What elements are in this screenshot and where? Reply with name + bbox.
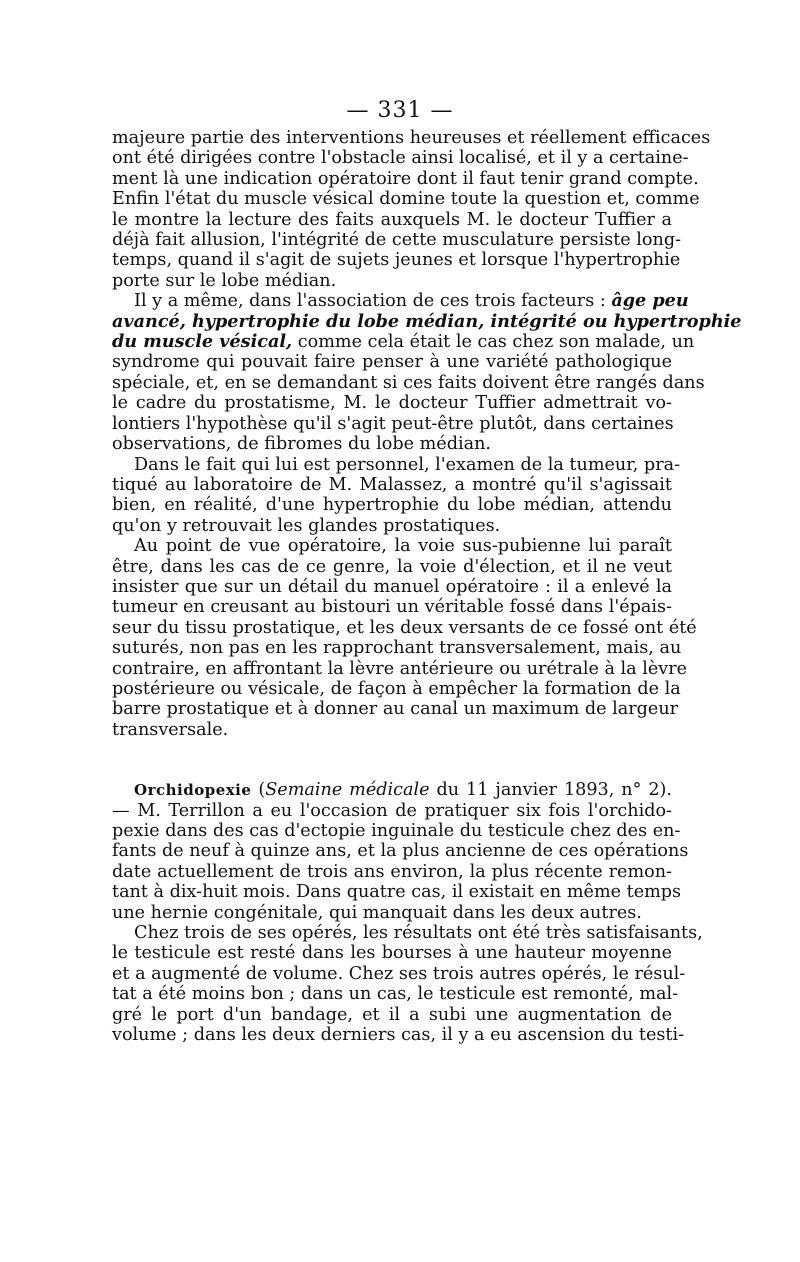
text-line: barre prostatique et à donner au canal un maximum de largeur: [112, 699, 679, 720]
text-line: transversale.: [112, 719, 229, 740]
text-run: du 11 janvier 1893, n° 2).: [429, 780, 672, 801]
emphasis-text: avancé, hypertrophie du lobe médian, intégrité ou hypertrophie: [112, 310, 742, 332]
text-line: temps, quand il s'agit de sujets jeunes et lorsque l'hypertrophie: [112, 250, 681, 271]
text-line: tiqué au laboratoire de M. Malassez, a montré qu'il s'agissait: [112, 474, 672, 495]
paragraph-6: [112, 923, 703, 1046]
section-heading-line: [112, 780, 672, 800]
text-line: postérieure ou vésicale, de façon à empêcher la formation de la: [112, 678, 681, 699]
text-line: le testicule est resté dans les bourses à une hauteur moyenne: [112, 943, 672, 964]
text-line: le cadre du prostatisme, M. le docteur Tuffier admettrait vo-: [112, 393, 672, 414]
text-line: déjà fait allusion, l'intégrité de cette musculature persiste long-: [112, 230, 682, 251]
text-line: bien, en réalité, d'une hypertrophie du lobe médian, attendu: [112, 495, 672, 516]
text-line: — M. Terrillon a eu l'occasion de pratiquer six fois l'orchido-: [112, 800, 672, 821]
text-line: date actuellement de trois ans environ, la plus récente remon-: [112, 861, 672, 882]
emphasis-text: du muscle vésical,: [112, 331, 293, 353]
paragraph-1: [112, 128, 711, 291]
text-line: être, dans les cas de ce genre, la voie d'élection, et il ne veut: [112, 556, 672, 577]
text-line: ment là une indication opératoire dont il faut tenir grand compte.: [112, 168, 699, 189]
text-line: insister que sur un détail du manuel opératoire : il a enlevé la: [112, 576, 672, 597]
text-line: porte sur le lobe médian.: [112, 270, 337, 291]
text-line: tumeur en creusant au bistouri un véritable fossé dans l'épais-: [112, 597, 672, 618]
text-line: gré le port d'un bandage, et il a subi une augmentation de: [112, 1004, 672, 1025]
paragraph-4: [112, 536, 697, 740]
text-line: fants de neuf à quinze ans, et la plus ancienne de ces opérations: [112, 841, 689, 862]
body-text: [112, 128, 742, 1046]
emphasis-text: âge peu: [611, 290, 689, 312]
paragraph-2: [112, 290, 742, 455]
text-line: syndrome qui pouvait faire penser à une variété pathologique: [112, 352, 672, 373]
text-line: observations, de fibromes du lobe médian.: [112, 434, 492, 455]
text-line: Au point de vue opératoire, la voie sus-pubienne lui paraît: [134, 536, 672, 557]
text-line: Enfin l'état du muscle vésical domine toute la question et, comme: [112, 189, 700, 210]
text-line: et a augmenté de volume. Chez ses trois autres opérés, le résul-: [112, 963, 686, 984]
text-line: tat a été moins bon ; dans un cas, le testicule est remonté, mal-: [112, 984, 679, 1005]
text-line: suturés, non pas en les rapprochant transversalement, mais, au: [112, 638, 682, 659]
text-run: Il y a même, dans l'association de ces trois facteurs :: [134, 291, 612, 312]
text-line: Chez trois de ses opérés, les résultats ont été très satisfaisants,: [134, 923, 703, 944]
text-line: [112, 331, 695, 353]
text-line: pexie dans des cas d'ectopie inguinale du testicule chez des en-: [112, 821, 681, 841]
text-line: le montre la lecture des faits auxquels M. le docteur Tuffier a: [112, 209, 672, 230]
text-line: seur du tissu prostatique, et les deux versants de ce fossé ont été: [112, 617, 697, 638]
page-number: — 331 —: [346, 98, 454, 123]
text-run: comme cela était le cas chez son malade, un: [292, 332, 695, 353]
text-line: majeure partie des interventions heureuses et réellement efficaces: [112, 128, 711, 148]
text-line: Dans le fait qui lui est personnel, l'examen de la tumeur, pra-: [134, 454, 681, 475]
journal-title: Semaine médicale: [265, 780, 430, 801]
text-line: contraire, en affrontant la lèvre antérieure ou urétrale à la lèvre: [112, 658, 688, 679]
text-line: spéciale, et, en se demandant si ces faits doivent être rangés dans: [112, 372, 705, 393]
text-line: une hernie congénitale, qui manquait dans les deux autres.: [112, 902, 642, 923]
text-line: [112, 290, 689, 312]
section-orchidopexie: [112, 780, 689, 923]
section-gap: [112, 740, 672, 780]
text-line: volume ; dans les deux derniers cas, il y a eu ascension du testi-: [112, 1025, 685, 1046]
text-line: ont été dirigées contre l'obstacle ainsi localisé, et il y a certaine-: [112, 148, 689, 169]
section-heading: Orchidopexie: [134, 781, 252, 800]
text-line: lontiers l'hypothèse qu'il s'agit peut-être plutôt, dans certaines: [112, 413, 674, 434]
paragraph-3: [112, 454, 681, 537]
text-run: (: [251, 780, 266, 801]
text-line: qu'on y retrouvait les glandes prostatiques.: [112, 515, 501, 536]
text-line: tant à dix-huit mois. Dans quatre cas, il existait en même temps: [112, 882, 682, 903]
